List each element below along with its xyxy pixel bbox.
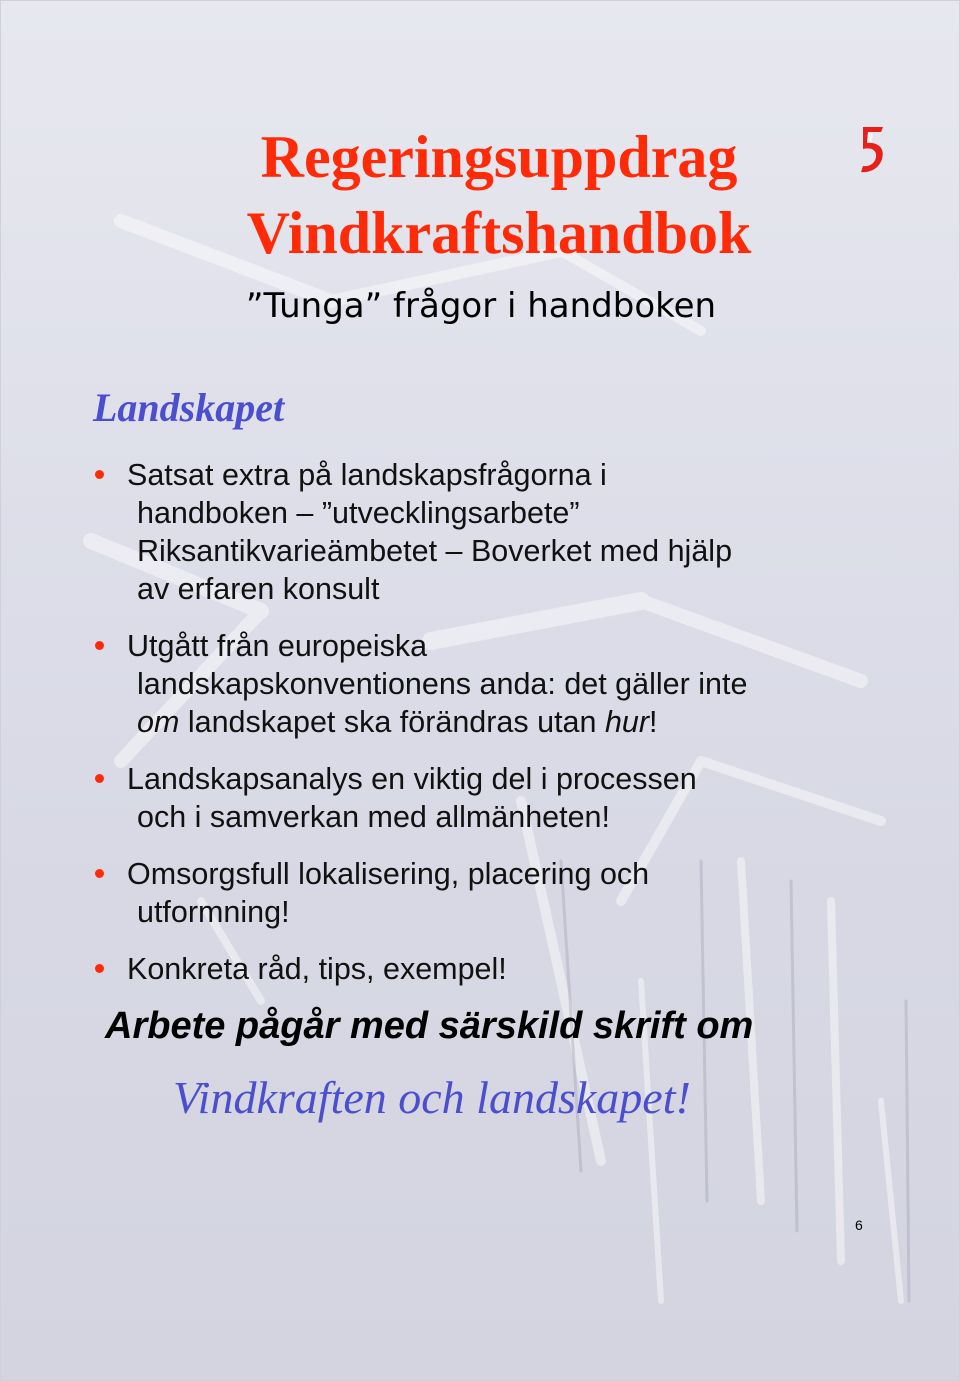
subtitle: ”Tunga” frågor i handboken [245,286,717,326]
emphasis-om: om [137,705,180,739]
bullet-text-line: Satsat extra på landskapsfrågorna i [127,458,607,492]
emphasis-hur: hur [604,705,650,739]
section-heading: Landskapet [93,385,285,430]
closing-publication-title: Vindkraften och landskapet! [173,1072,691,1123]
title-line-1: Regeringsuppdrag [260,124,738,190]
bullet-text-mid: landskapet ska förändras utan [179,705,605,739]
bullet-list [93,456,893,1007]
bullet-icon [95,470,104,479]
bullet-text-line: Omsorgsfull lokalisering, placering och [127,857,650,891]
page-number: 6 [855,1217,863,1233]
closing-statement: Arbete pågår med särskild skrift om [105,1005,754,1047]
title-line-2: Vindkraftshandbok [246,200,752,266]
bullet-text-line: Konkreta råd, tips, exempel! [127,952,507,986]
page-title [179,119,819,271]
bullet-text-line: Landskapsanalys en viktig del i processen [127,762,697,796]
boverket-logo-icon [857,125,887,175]
bullet-icon [95,869,104,878]
bullet-text-end: ! [649,705,658,739]
bullet-text-line: Utgått från europeiska [127,629,428,663]
bullet-icon [95,641,104,650]
bullet-text-line: och i samverkan med allmänheten! [137,800,610,834]
bullet-item [93,760,893,836]
bullet-text-line: landskapskonventionens anda: det gäller inte [137,667,748,701]
bullet-icon [95,964,104,973]
bullet-text-line: av erfaren konsult [137,572,380,606]
bullet-item [93,855,893,931]
bullet-item [93,456,893,608]
bullet-icon [95,774,104,783]
bullet-item [93,950,893,988]
bullet-text-line: utformning! [137,895,290,929]
bullet-text-line: handboken – ”utvecklingsarbete” [137,496,580,530]
bullet-text-line [127,703,893,741]
bullet-text-line: Riksantikvarieämbetet – Boverket med hjälp [137,534,733,568]
bullet-item [93,627,893,741]
